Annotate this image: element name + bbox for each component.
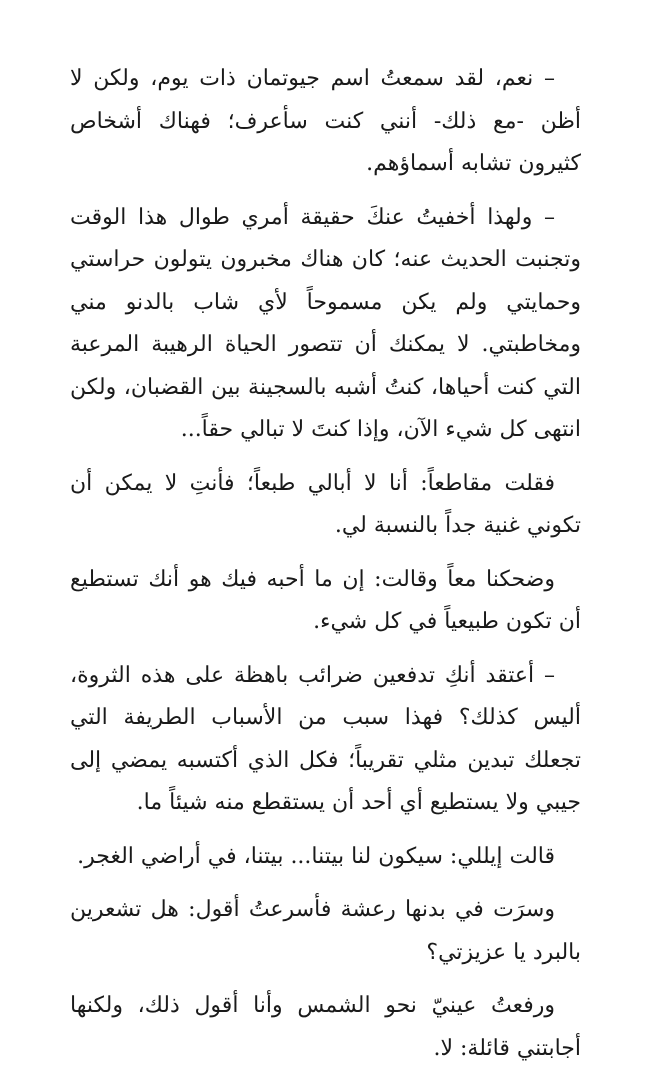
paragraph-8: ورفعتُ عينيّ نحو الشمس وأنا أقول ذلك، ولكنها أجابتني قائلة: لا. bbox=[70, 993, 581, 1061]
paragraph-3: فقلت مقاطعاً: أنا لا أبالي طبعاً؛ فأنتِ لا يمكن أن تكوني غنية جداً بالنسبة لي. bbox=[70, 470, 581, 538]
paragraph-5: – أعتقد أنكِ تدفعين ضرائب باهظة على هذه الثروة، أليس كذلك؟ فهذا سبب من الأسباب الطريفة التي تجعلك تبدين مثلي تقريباً؛ فكل الذي أكتسبه يمضي إلى جيبي ولا يستطيع أي أحد أن يستقطع منه شيئاً ما. bbox=[70, 662, 581, 815]
paragraph-7: وسرَت في بدنها رعشة فأسرعتُ أقول: هل تشعرين بالبرد يا عزيزتي؟ bbox=[70, 897, 581, 965]
paragraph-1: – نعم، لقد سمعتُ اسم جيوتمان ذات يوم، ولكن لا أظن -مع ذلك- أنني كنت سأعرف؛ فهناك أشخاص كثيرون تشابه أسماؤهم. bbox=[70, 66, 581, 176]
paragraph-4: وضحكنا معاً وقالت: إن ما أحبه فيك هو أنك تستطيع أن تكون طبيعياً في كل شيء. bbox=[70, 566, 581, 634]
paragraph-6: قالت إيللي: سيكون لنا بيتنا... بيتنا، في أراضي الغجر. bbox=[77, 843, 555, 869]
book-page bbox=[70, 58, 581, 1081]
paragraph-2: – ولهذا أخفيتُ عنكَ حقيقة أمري طوال هذا الوقت وتجنبت الحديث عنه؛ كان هناك مخبرون يتولون حراستي وحمايتي ولم يكن مسموحاً لأي شاب بالدنو مني ومخاطبتي. لا يمكنك أن تتصور الحياة الرهيبة المرعبة التي كنت أحياها، كنتُ أشبه بالسجينة بين القضبان، ولكن انتهى كل شيء الآن، وإذا كنتَ لا تبالي حقاً... bbox=[70, 204, 582, 442]
